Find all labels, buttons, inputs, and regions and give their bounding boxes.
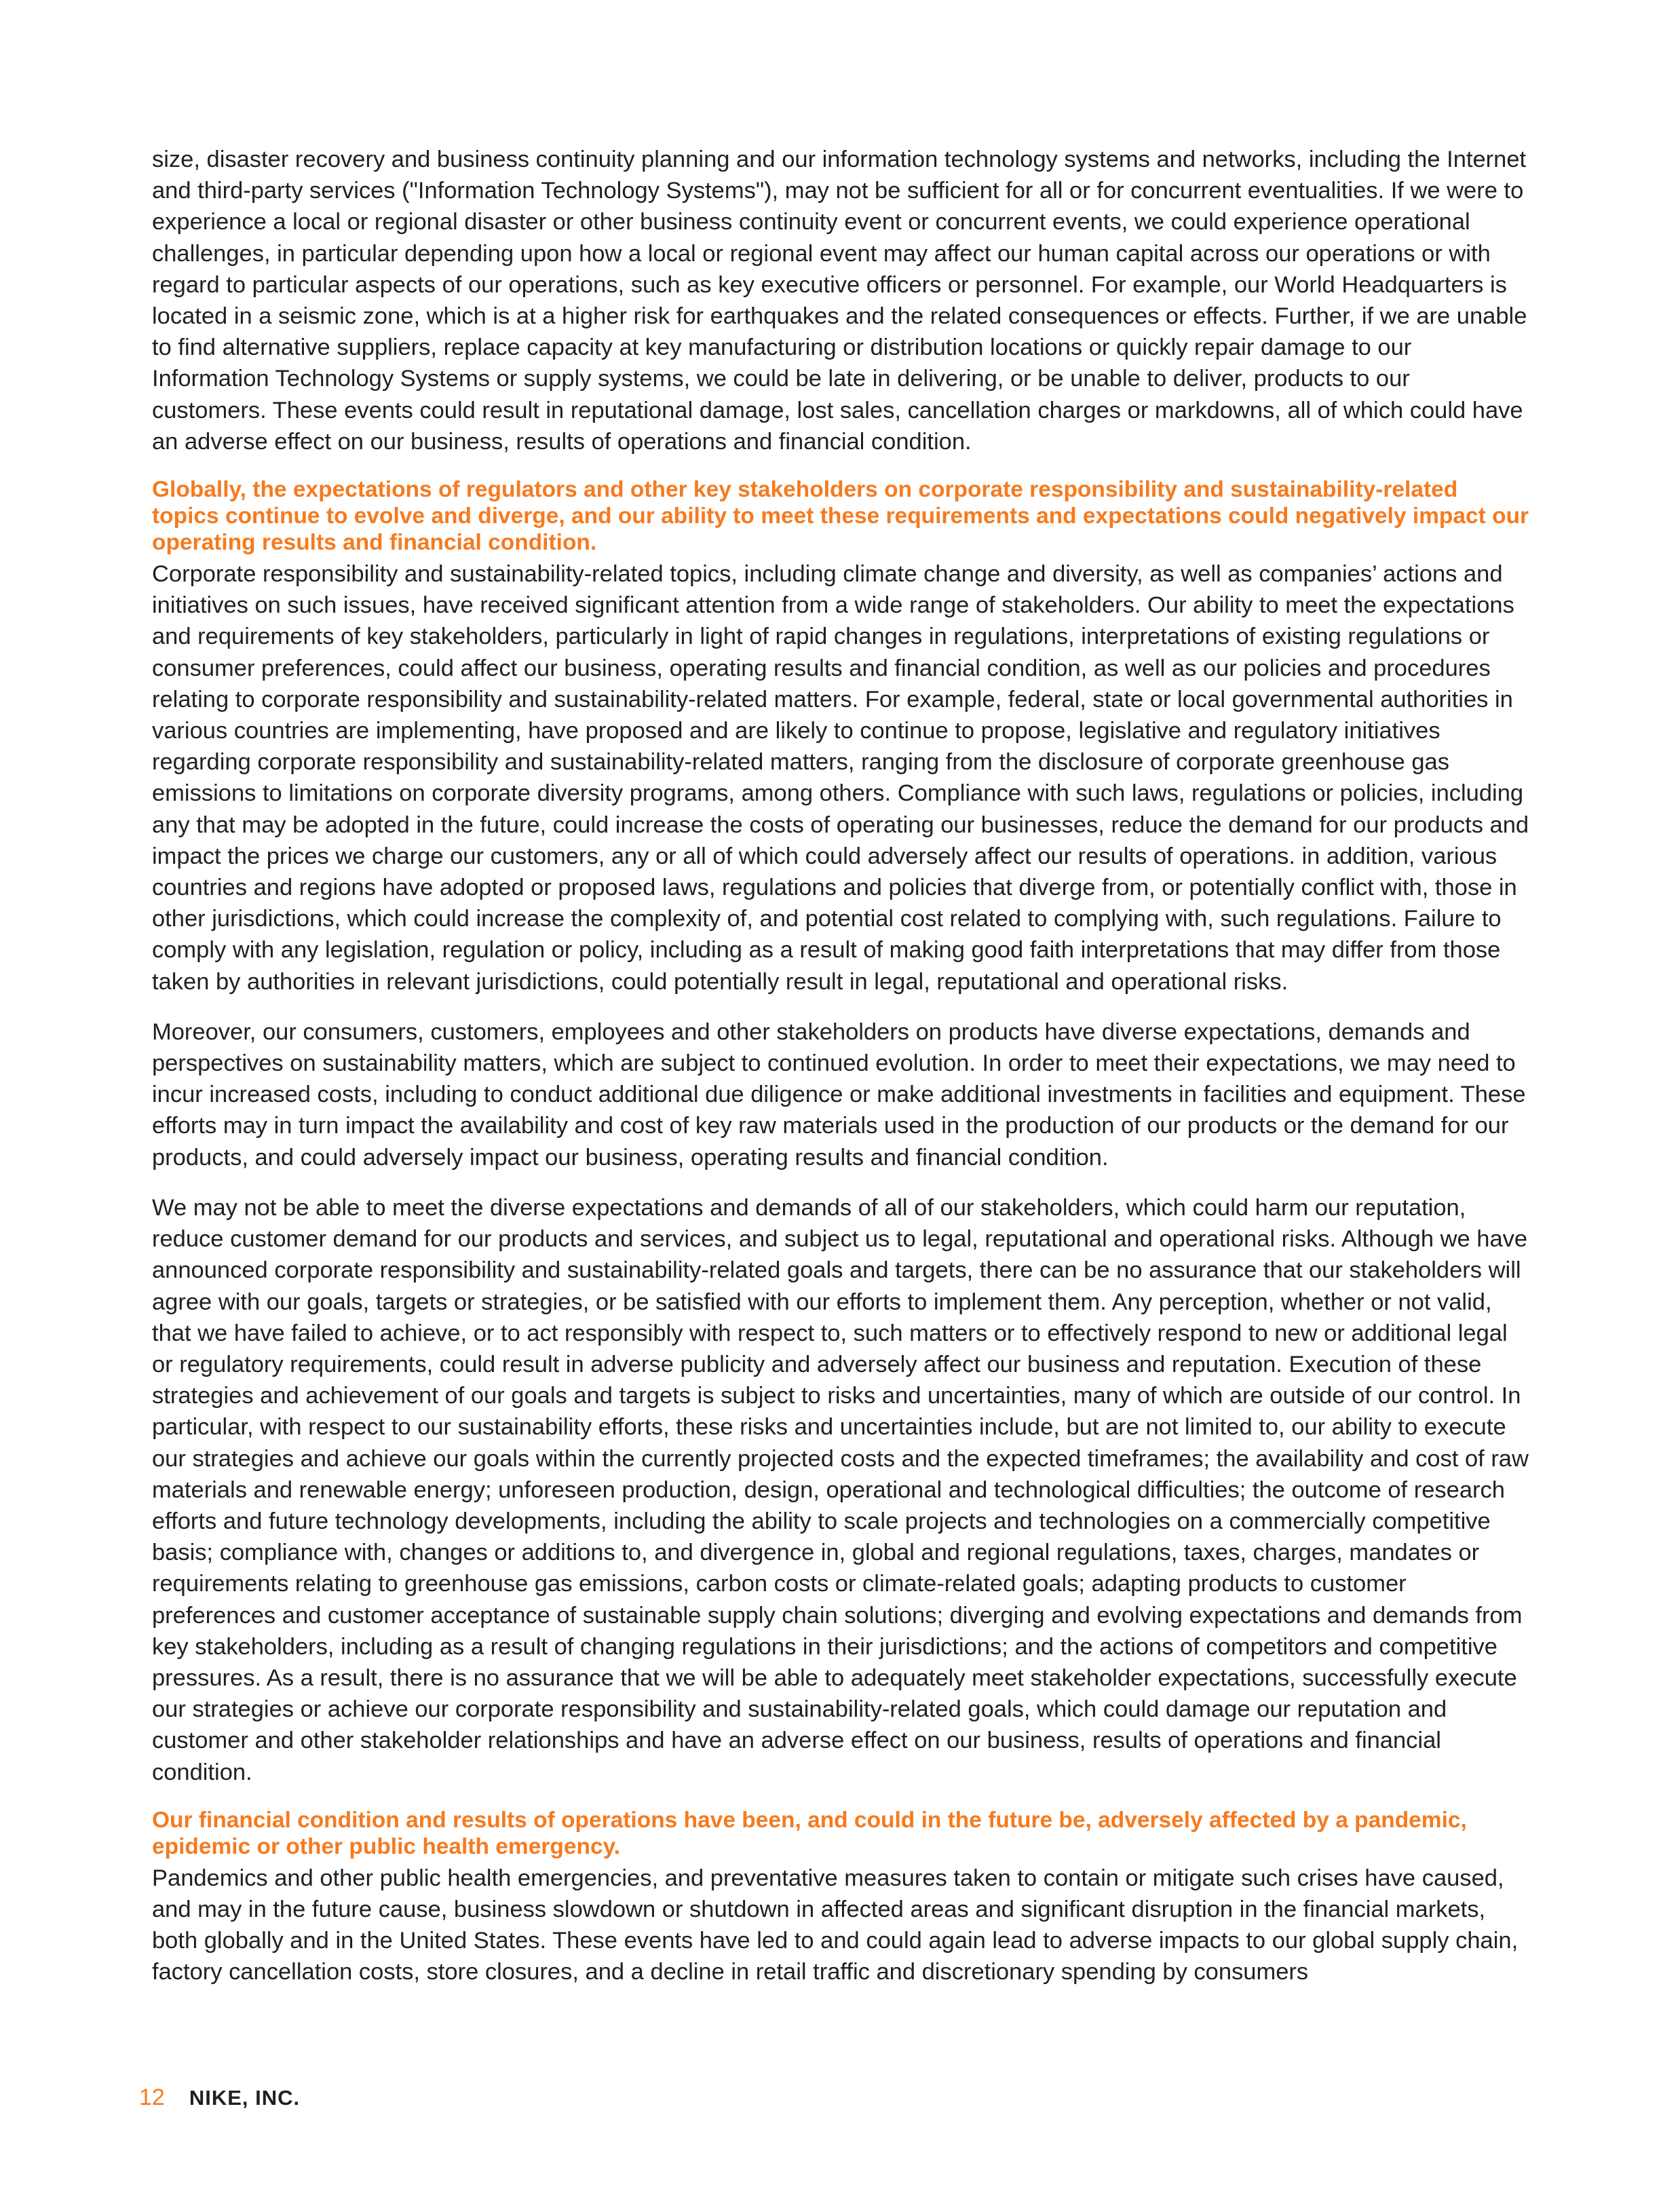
paragraph-corporate-responsibility: Corporate responsibility and sustainability-related topics, including climate change and diversity, as well as companies’ actions and initiatives on such issues, have received significant attention from a wide range of stakeholders. Our ability to meet the expectations and requirements of key stakeholders, particularly in light of rapid changes in regulations, interpretations of existing regulations or consumer preferences, could affect our business, operating results and financial condition, as well as our policies and procedures relating to corporate responsibility and sustainability-related matters. For example, federal, state or local governmental authorities in various countries are implementing, have proposed and are likely to continue to propose, legislative and regulatory initiatives regarding corporate responsibility and sustainability-related matters, ranging from the disclosure of corporate greenhouse gas emissions to limitations on corporate diversity programs, among others. Compliance with such laws, regulations or policies, including any that may be adopted in the future, could increase the costs of operating our businesses, reduce the demand for our products and impact the prices we charge our customers, any or all of which could adversely affect our results of operations. in addition, various countries and regions have adopted or proposed laws, regulations and policies that diverge from, or potentially conflict with, those in other jurisdictions, which could increase the complexity of, and potential cost related to complying with, such regulations. Failure to comply with any legislation, regulation or policy, including as a result of making good faith interpretations that may differ from those taken by authorities in relevant jurisdictions, could potentially result in legal, reputational and operational risks.	[152, 561, 1529, 995]
heading-sustainability-risk: Globally, the expectations of regulators and other key stakeholders on corporate responsibility and sustainability-related topics continue to evolve and diverge, and our ability to meet these requirements and expectations could negatively impact our operating results and financial condition.	[152, 477, 1529, 556]
paragraph-stakeholder-expectations: Moreover, our consumers, customers, employees and other stakeholders on products have diverse expectations, demands and perspectives on sustainability matters, which are subject to continued evolution. In order to meet their expectations, we may need to incur increased costs, including to conduct additional due diligence or make additional investments in facilities and equipment. These efforts may in turn impact the availability and cost of key raw materials used in the production of our products or the demand for our products, and could adversely impact our business, operating results and financial condition.	[152, 1019, 1526, 1170]
page-footer	[139, 2085, 300, 2111]
heading-pandemic-risk: Our financial condition and results of operations have been, and could in the future be, adversely affected by a pandemic, epidemic or other public health emergency.	[152, 1807, 1467, 1859]
page-number: 12	[139, 2085, 165, 2110]
company-name: NIKE, INC.	[189, 2086, 301, 2110]
paragraph-business-continuity: size, disaster recovery and business continuity planning and our information technology systems and networks, including the Internet and third-party services ("Information Technology Systems"), may not be sufficient for all or for concurrent eventualities. If we were to experience a local or regional disaster or other business continuity event or concurrent events, we could experience operational challenges, in particular depending upon how a local or regional event may affect our human capital across our operations or with regard to particular aspects of our operations, such as key executive officers or personnel. For example, our World Headquarters is located in a seismic zone, which is at a higher risk for earthquakes and the related consequences or effects. Further, if we are unable to find alternative suppliers, replace capacity at key manufacturing or distribution locations or quickly repair damage to our Information Technology Systems or supply systems, we could be late in delivering, or be unable to deliver, products to our customers. These events could result in reputational damage, lost sales, cancellation charges or markdowns, all of which could have an adverse effect on our business, results of operations and financial condition.	[152, 147, 1527, 455]
document-body	[152, 144, 1529, 2007]
paragraph-pandemic-impacts: Pandemics and other public health emergencies, and preventative measures taken to contain or mitigate such crises have caused, and may in the future cause, business slowdown or shutdown in affected areas and significant disruption in the financial markets, both globally and in the United States. These events have led to and could again lead to adverse impacts to our global supply chain, factory cancellation costs, store closures, and a decline in retail traffic and discretionary spending by consumers	[152, 1865, 1519, 1985]
paragraph-goals-and-targets: We may not be able to meet the diverse expectations and demands of all of our stakeholders, which could harm our reputation, reduce customer demand for our products and services, and subject us to legal, reputational and operational risks. Although we have announced corporate responsibility and sustainability-related goals and targets, there can be no assurance that our stakeholders will agree with our goals, targets or strategies, or be satisfied with our efforts to implement them. Any perception, whether or not valid, that we have failed to achieve, or to act responsibly with respect to, such matters or to effectively respond to new or additional legal or regulatory requirements, could result in adverse publicity and adversely affect our business and reputation. Execution of these strategies and achievement of our goals and targets is subject to risks and uncertainties, many of which are outside of our control. In particular, with respect to our sustainability efforts, these risks and uncertainties include, but are not limited to, our ability to execute our strategies and achieve our goals within the currently projected costs and the expected timeframes; the availability and cost of raw materials and renewable energy; unforeseen production, design, operational and technological difficulties; the outcome of research efforts and future technology developments, including the ability to scale projects and technologies on a commercially competitive basis; compliance with, changes or additions to, and divergence in, global and regional regulations, taxes, charges, mandates or requirements relating to greenhouse gas emissions, carbon costs or climate-related goals; adapting products to customer preferences and customer acceptance of sustainable supply chain solutions; diverging and evolving expectations and demands from key stakeholders, including as a result of changing regulations in their jurisdictions; and the actions of competitors and competitive pressures. As a result, there is no assurance that we will be able to adequately meet stakeholder expectations, successfully execute our strategies or achieve our corporate responsibility and sustainability-related goals, which could damage our reputation and customer and other stakeholder relationships and have an adverse effect on our business, results of operations and financial condition.	[152, 1194, 1529, 1785]
